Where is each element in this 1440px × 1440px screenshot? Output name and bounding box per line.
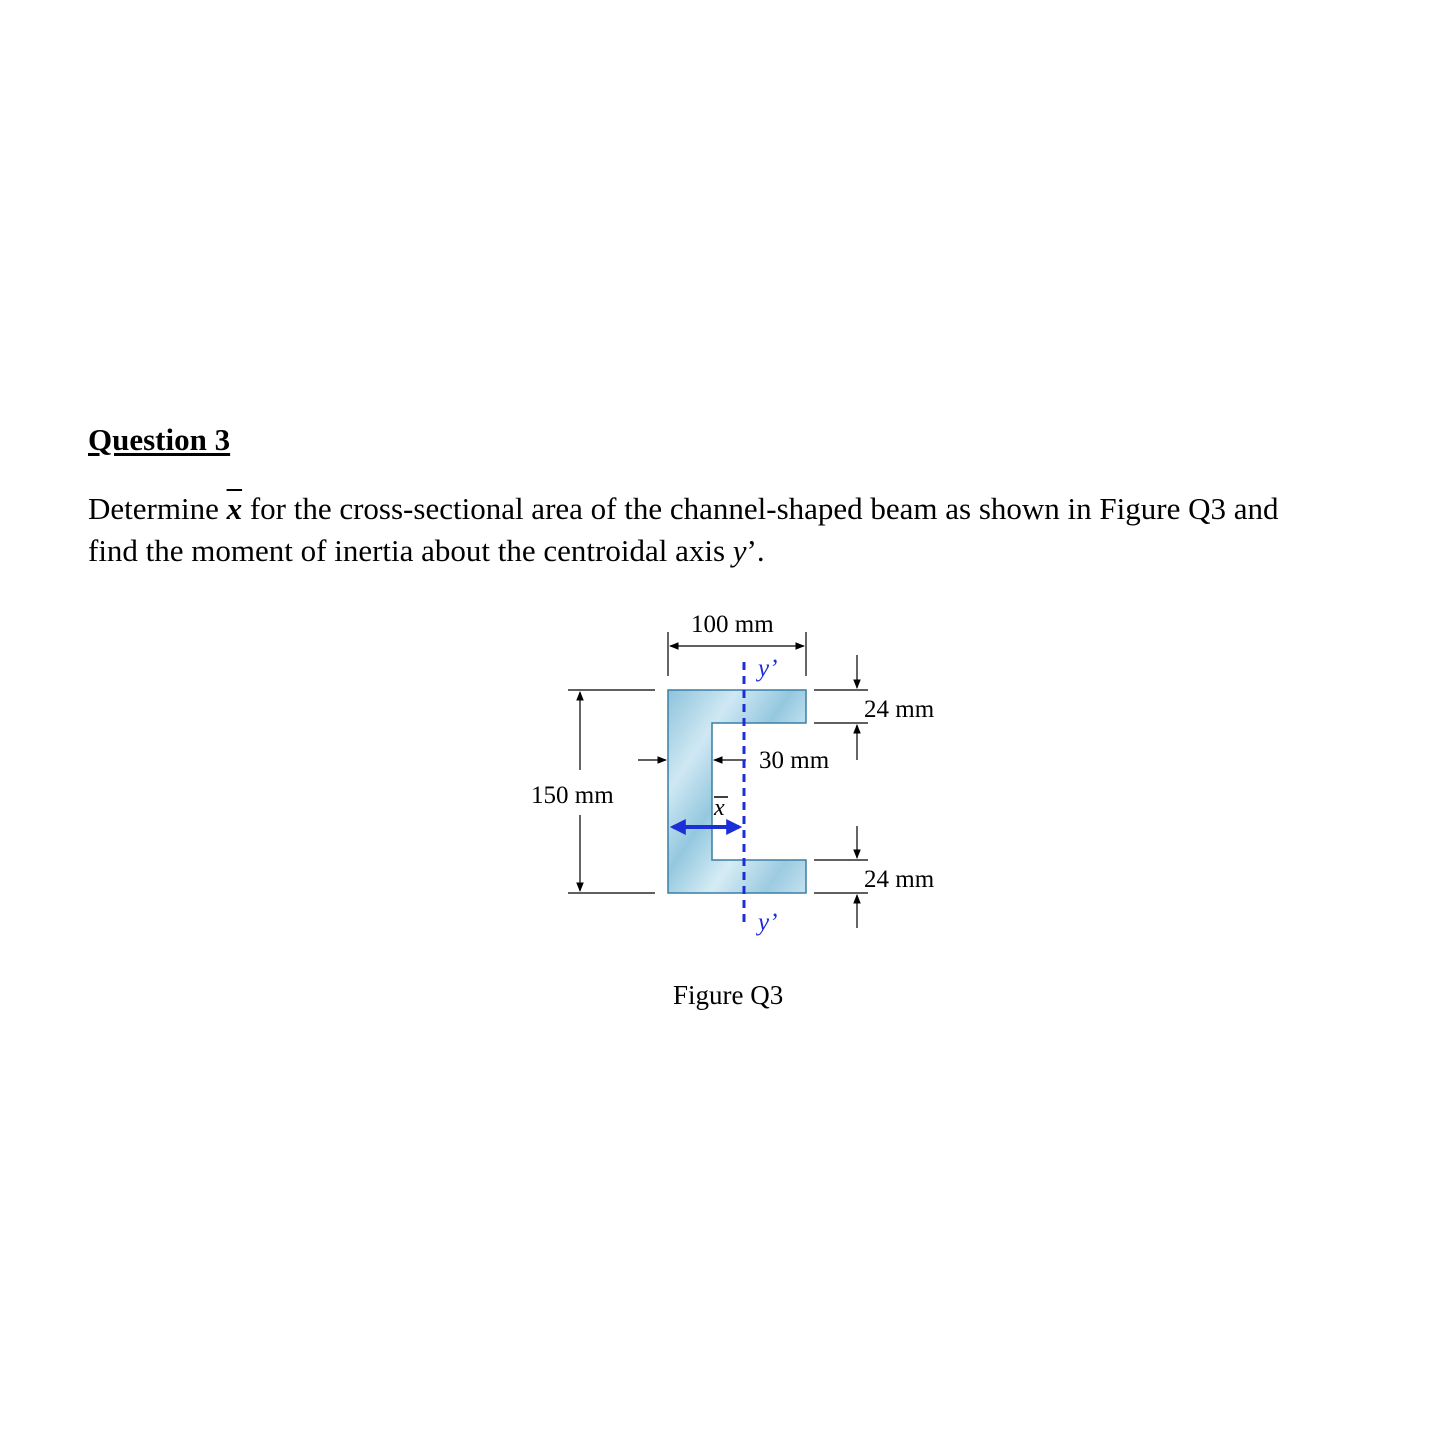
axis-top-label: y’ xyxy=(758,655,778,682)
height-label: 150 mm xyxy=(531,782,614,809)
axis-bottom-label: y’ xyxy=(758,909,778,936)
width-label: 100 mm xyxy=(691,611,774,638)
web-label: 30 mm xyxy=(759,747,830,774)
text-segment: ’. xyxy=(746,533,765,568)
channel-section xyxy=(668,690,806,893)
xbar-label: x xyxy=(714,795,725,821)
top-flange-label: 24 mm xyxy=(864,696,935,723)
figure-caption: Figure Q3 xyxy=(673,980,784,1010)
text-segment: for the cross-sectional area of the channel-shaped beam as shown in Figure Q3 and xyxy=(242,491,1279,526)
bottom-flange-label: 24 mm xyxy=(864,866,935,893)
axis-symbol: y xyxy=(732,533,747,568)
question-title: Question 3 xyxy=(88,422,231,457)
text-segment: find the moment of inertia about the centroidal axis xyxy=(88,533,733,568)
text-segment: Determine xyxy=(88,491,227,526)
x-bar-symbol: $\overline{x}$ xyxy=(226,491,243,526)
